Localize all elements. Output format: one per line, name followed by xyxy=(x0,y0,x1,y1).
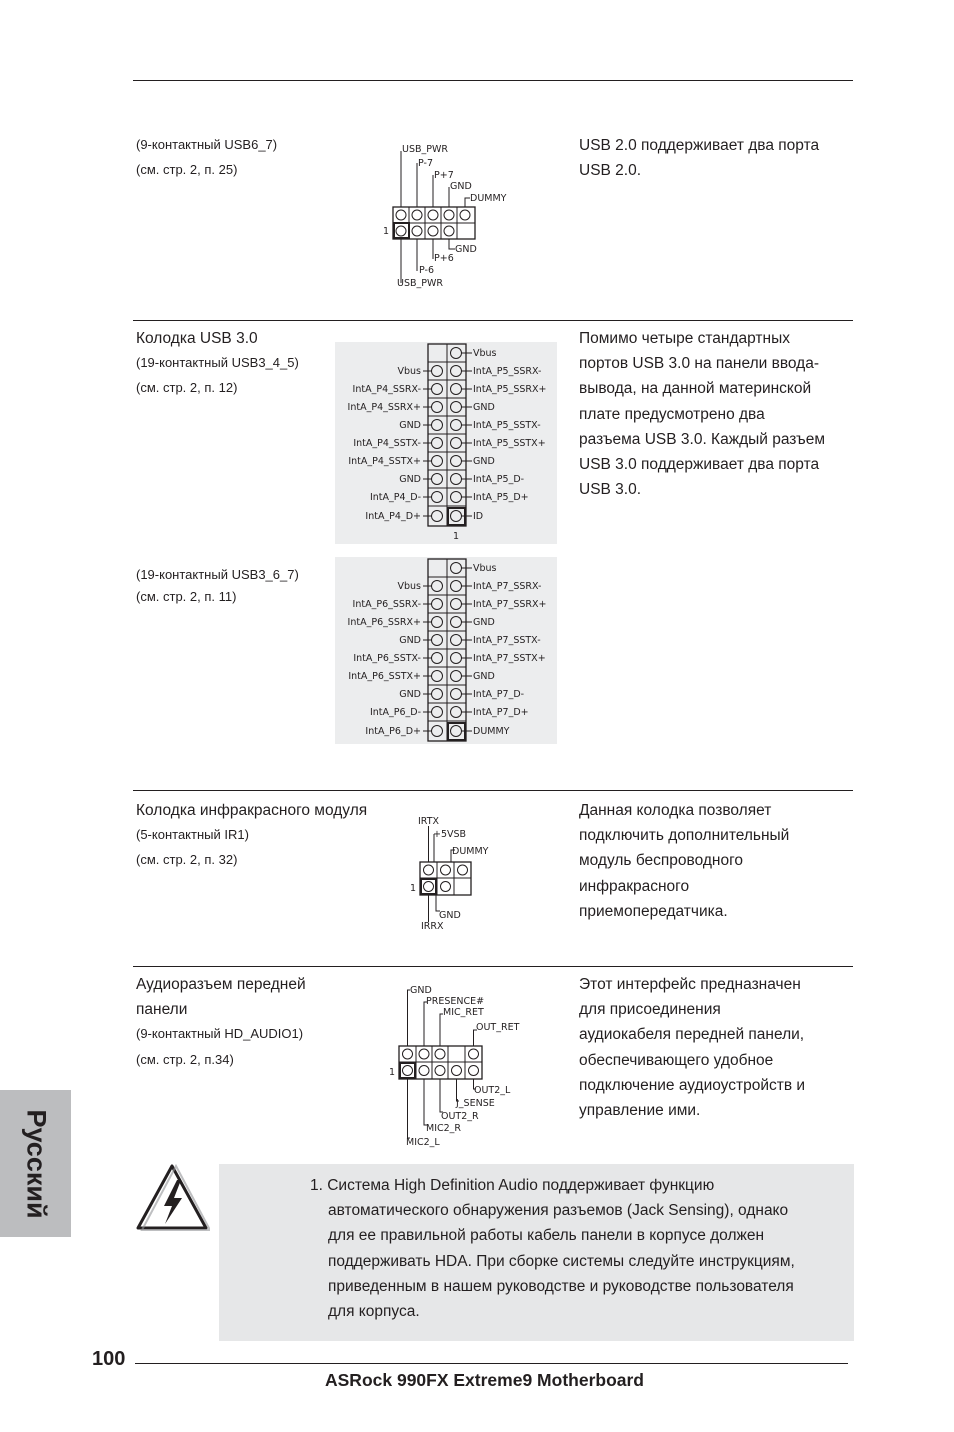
pin-label: IntA_P6_SSRX- xyxy=(352,599,421,610)
pin-label: USB_PWR xyxy=(397,278,443,289)
pin-label: GND xyxy=(399,420,421,431)
audio-title-line-1: Аудиоразъем передней xyxy=(136,976,306,993)
pin-label: P+6 xyxy=(434,253,454,264)
pin-label: GND xyxy=(399,474,421,485)
pin-label: Vbus xyxy=(473,348,497,359)
pin-label: GND xyxy=(473,617,495,628)
pin-label: IntA_P4_SSRX+ xyxy=(347,402,421,413)
pin-label: IntA_P6_SSRX+ xyxy=(347,617,421,628)
pin-label: DUMMY xyxy=(470,193,507,204)
pin-label: IntA_P7_D+ xyxy=(473,707,529,718)
pin-label: Vbus xyxy=(397,366,421,377)
pin-label: MIC2_L xyxy=(406,1137,440,1148)
pin-label: IRRX xyxy=(421,921,444,932)
pin1-label: 1 xyxy=(383,226,390,237)
desc-line: Помимо четыре стандартных xyxy=(579,330,790,347)
pin-label: P-6 xyxy=(419,265,434,276)
usb3-page-ref-b: (см. стр. 2, п. 11) xyxy=(136,589,237,604)
section-divider-audio xyxy=(133,966,853,967)
desc-line: USB 3.0. xyxy=(579,481,642,499)
pin-label: GND xyxy=(473,402,495,413)
desc-line: модуль беспроводного xyxy=(579,852,744,870)
usb2-header-name: (9-контактный USB6_7) xyxy=(136,137,278,152)
pin-label: IRTX xyxy=(418,816,440,827)
pin-label: GND xyxy=(473,671,495,682)
usb3-header-diagram-b xyxy=(335,557,557,744)
pin-label: OUT2_L xyxy=(474,1085,511,1096)
audio-header-name: (9-контактный HD_AUDIO1) xyxy=(136,1026,304,1041)
page-number: 100 xyxy=(92,1348,126,1370)
usb2-page-ref: (см. стр. 2, п. 25) xyxy=(136,162,238,177)
pin1-label: 1 xyxy=(453,531,460,542)
pin-label: MIC2_R xyxy=(426,1123,462,1134)
desc-line: приемопередатчика. xyxy=(579,902,728,920)
pin-label: MIC_RET xyxy=(443,1007,484,1018)
pin-label: GND xyxy=(439,910,461,921)
pin-label: IntA_P6_SSTX- xyxy=(353,653,421,664)
pin-label: IntA_P7_SSTX+ xyxy=(473,653,546,664)
pin-label: GND xyxy=(455,244,477,255)
audio-description xyxy=(579,972,805,1123)
desc-line: подключить дополнительный xyxy=(579,827,790,845)
pin-label: IntA_P5_D+ xyxy=(473,492,529,503)
pin-label: +5VSB xyxy=(433,829,467,840)
ir-header-diagram xyxy=(408,812,508,934)
note-text xyxy=(310,1173,795,1324)
pin-label: DUMMY xyxy=(473,726,510,737)
note-line: приведенным в нашем руководстве и руководстве пользователя xyxy=(328,1277,794,1295)
audio-title-line-2: панели xyxy=(136,1001,188,1018)
desc-line: USB 2.0. xyxy=(579,162,642,180)
desc-line: управление ими. xyxy=(579,1102,701,1120)
desc-line: Этот интерфейс предназначен xyxy=(579,976,801,993)
pin-label: IntA_P4_D- xyxy=(369,492,421,503)
pin-label: GND xyxy=(410,985,432,996)
pin-label: GND xyxy=(399,635,421,646)
pin-label: IntA_P4_SSTX- xyxy=(353,438,421,449)
ir-page-ref: (см. стр. 2, п. 32) xyxy=(136,852,238,867)
pin1-label: 1 xyxy=(389,1067,396,1078)
usb3-header-name-b: (19-контактный USB3_6_7) xyxy=(136,567,299,582)
usb2-header-diagram xyxy=(375,135,535,295)
pin-label: IntA_P7_SSRX- xyxy=(473,581,542,592)
note-line: для ее правильной работы кабель панели в корпусе должен xyxy=(328,1227,765,1245)
pin-label: IntA_P6_D- xyxy=(369,707,421,718)
pin-label: Vbus xyxy=(397,581,421,592)
desc-line: для присоединения xyxy=(579,1001,721,1019)
desc-line: разъема USB 3.0. Каждый разъем xyxy=(579,430,826,448)
pin-label: IntA_P4_D+ xyxy=(365,511,421,522)
desc-line: USB 3.0 поддерживает два порта xyxy=(579,456,820,474)
pin-label: IntA_P4_SSTX+ xyxy=(348,456,421,467)
desc-line: аудиокабеля передней панели, xyxy=(579,1026,805,1044)
usb3-description xyxy=(579,326,825,502)
pin-label: P+7 xyxy=(434,170,454,181)
desc-line: вывода, на данной материнской xyxy=(579,380,812,398)
pin-label: IntA_P7_SSRX+ xyxy=(473,599,547,610)
footer-title: ASRock 990FX Extreme9 Motherboard xyxy=(325,1370,644,1390)
language-tab xyxy=(0,1090,71,1237)
desc-line: Данная колодка позволяет xyxy=(579,802,772,819)
footer-rule xyxy=(135,1363,848,1364)
pin-label: ID xyxy=(473,511,484,522)
pin-label: IntA_P5_SSRX- xyxy=(473,366,542,377)
pin-label: IntA_P7_SSTX- xyxy=(473,635,541,646)
desc-line: портов USB 3.0 на панели ввода- xyxy=(579,355,819,373)
language-tab-label: Русский xyxy=(21,1108,51,1219)
pin-label: Vbus xyxy=(473,563,497,574)
top-rule xyxy=(133,80,853,81)
warning-icon xyxy=(134,1162,210,1232)
desc-line: обеспечивающего удобное xyxy=(579,1051,774,1069)
usb3-header-name-a: (19-контактный USB3_4_5) xyxy=(136,355,299,370)
pin-label: IntA_P4_SSRX- xyxy=(352,384,421,395)
pin-label: IntA_P5_D- xyxy=(473,474,525,485)
pin-label: IntA_P7_D- xyxy=(473,689,525,700)
pin-label: IntA_P6_D+ xyxy=(365,726,421,737)
note-line: автоматического обнаружения разъемов (Jack Sensing), однако xyxy=(328,1202,789,1220)
pin-label: PRESENCE# xyxy=(426,996,485,1007)
section-divider-ir xyxy=(133,790,853,791)
ir-description xyxy=(579,798,789,924)
pin1-label: 1 xyxy=(410,883,417,894)
pin-label: P-7 xyxy=(418,158,433,169)
usb2-description xyxy=(579,133,819,183)
pin-label: IntA_P6_SSTX+ xyxy=(348,671,421,682)
pin-label: IntA_P5_SSRX+ xyxy=(473,384,547,395)
desc-line: плате предусмотрено два xyxy=(579,405,765,423)
pin-label: GND xyxy=(450,181,472,192)
ir-title: Колодка инфракрасного модуля xyxy=(136,802,368,819)
usb3-title: Колодка USB 3.0 xyxy=(136,330,258,347)
pin-label: GND xyxy=(399,689,421,700)
usb3-page-ref-a: (см. стр. 2, п. 12) xyxy=(136,380,238,395)
desc-line: USB 2.0 поддерживает два порта xyxy=(579,137,820,154)
pin-label: J_SENSE xyxy=(456,1098,495,1109)
note-line: поддерживать HDA. При сборке системы следуйте инструкциям, xyxy=(328,1252,795,1270)
pin-label: OUT_RET xyxy=(476,1022,520,1033)
pin-label: USB_PWR xyxy=(402,144,448,155)
pin-label: IntA_P5_SSTX+ xyxy=(473,438,546,449)
audio-header-diagram xyxy=(386,980,526,1152)
note-line: 1. Система High Definition Audio поддерживает функцию xyxy=(310,1177,715,1194)
usb3-header-diagram-a xyxy=(335,342,557,544)
pin-label: DUMMY xyxy=(452,846,489,857)
desc-line: подключение аудиоустройств и xyxy=(579,1076,806,1094)
desc-line: инфракрасного xyxy=(579,877,690,895)
ir-header-name: (5-контактный IR1) xyxy=(136,827,249,842)
pin-label: OUT2_R xyxy=(441,1111,479,1122)
pin-label: IntA_P5_SSTX- xyxy=(473,420,541,431)
section-divider-usb3 xyxy=(133,320,853,321)
audio-page-ref: (см. стр. 2, п.34) xyxy=(136,1052,234,1067)
pin-label: GND xyxy=(473,456,495,467)
note-line: для корпуса. xyxy=(328,1303,420,1321)
